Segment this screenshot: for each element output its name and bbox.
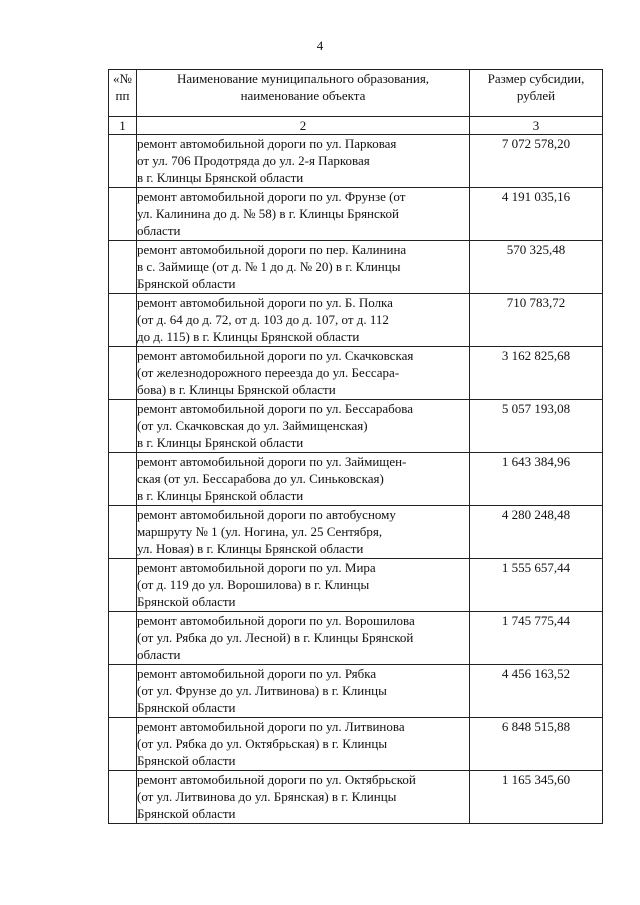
- table-row: [109, 665, 603, 718]
- subsidy-amount-cell: 5 057 193,08: [470, 400, 603, 453]
- header-name: [137, 70, 470, 117]
- object-name-cell: [137, 135, 470, 188]
- row-number-cell: [109, 241, 137, 294]
- object-name-line: Брянской области: [137, 700, 236, 715]
- subsidy-amount-cell: 7 072 578,20: [470, 135, 603, 188]
- table-row: [109, 135, 603, 188]
- object-name-line: в г. Клинцы Брянской области: [137, 170, 304, 185]
- object-name-cell: [137, 400, 470, 453]
- object-name-line: Брянской области: [137, 753, 236, 768]
- row-number-cell: [109, 612, 137, 665]
- table-row: [109, 506, 603, 559]
- table-row: [109, 241, 603, 294]
- object-name-line: (от д. 64 до д. 72, от д. 103 до д. 107, от д. 112: [137, 312, 389, 327]
- object-name-cell: [137, 294, 470, 347]
- table-row: [109, 347, 603, 400]
- header-name-line2: наименование объекта: [240, 88, 366, 103]
- object-name-line: области: [137, 223, 181, 238]
- row-number-cell: [109, 453, 137, 506]
- object-name-line: ремонт автомобильной дороги по ул. Б. Полка: [137, 295, 393, 310]
- subsidy-amount-cell: 1 555 657,44: [470, 559, 603, 612]
- table-body: [109, 135, 603, 824]
- object-name-line: ул. Новая) в г. Клинцы Брянской области: [137, 541, 364, 556]
- object-name-cell: [137, 188, 470, 241]
- object-name-line: маршруту № 1 (ул. Ногина, ул. 25 Сентября,: [137, 524, 383, 539]
- subsidy-amount-cell: 1 643 384,96: [470, 453, 603, 506]
- header-amount: [470, 70, 603, 117]
- object-name-cell: [137, 559, 470, 612]
- object-name-cell: [137, 612, 470, 665]
- object-name-line: от ул. 706 Продотряда до ул. 2-я Парковая: [137, 153, 370, 168]
- object-name-cell: [137, 241, 470, 294]
- object-name-line: ул. Калинина до д. № 58) в г. Клинцы Брянской: [137, 206, 399, 221]
- subsidy-table: [108, 69, 603, 824]
- object-name-line: Брянской области: [137, 806, 236, 821]
- object-name-line: ремонт автомобильной дороги по ул. Рябка: [137, 666, 377, 681]
- object-name-line: (от ул. Рябка до ул. Лесной) в г. Клинцы Брянской: [137, 630, 414, 645]
- subsidy-amount-cell: 710 783,72: [470, 294, 603, 347]
- row-number-cell: [109, 347, 137, 400]
- object-name-line: Брянской области: [137, 594, 236, 609]
- object-name-line: (от ул. Фрунзе до ул. Литвинова) в г. Клинцы: [137, 683, 387, 698]
- subsidy-amount-cell: 1 745 775,44: [470, 612, 603, 665]
- object-name-line: (от ул. Литвинова до ул. Брянская) в г. Клинцы: [137, 789, 397, 804]
- object-name-line: в г. Клинцы Брянской области: [137, 488, 304, 503]
- object-name-cell: [137, 665, 470, 718]
- table-row: [109, 559, 603, 612]
- object-name-line: ремонт автомобильной дороги по ул. Займищен-: [137, 454, 407, 469]
- object-name-line: ремонт автомобильной дороги по ул. Ворошилова: [137, 613, 415, 628]
- header-name-line1: Наименование муниципального образования,: [176, 71, 430, 86]
- table-row: [109, 718, 603, 771]
- object-name-line: ремонт автомобильной дороги по ул. Бессарабова: [137, 401, 414, 416]
- row-number-cell: [109, 718, 137, 771]
- object-name-line: ремонт автомобильной дороги по автобусному: [137, 507, 396, 522]
- row-number-cell: [109, 559, 137, 612]
- object-name-line: области: [137, 647, 181, 662]
- column-number-row: [109, 117, 603, 135]
- table-row: [109, 453, 603, 506]
- object-name-cell: [137, 347, 470, 400]
- object-name-line: ремонт автомобильной дороги по ул. Мира: [137, 560, 376, 575]
- object-name-line: (от ул. Скачковская до ул. Займищенская): [137, 418, 368, 433]
- column-number-1: 1: [109, 117, 137, 135]
- row-number-cell: [109, 188, 137, 241]
- object-name-line: в с. Займище (от д. № 1 до д. № 20) в г. Клинцы: [137, 259, 401, 274]
- header-number: [109, 70, 137, 117]
- object-name-cell: [137, 506, 470, 559]
- page-number: 4: [316, 38, 324, 53]
- subsidy-amount-cell: 1 165 345,60: [470, 771, 603, 824]
- row-number-cell: [109, 400, 137, 453]
- subsidy-amount-cell: 4 191 035,16: [470, 188, 603, 241]
- table-row: [109, 294, 603, 347]
- object-name-line: Брянской области: [137, 276, 236, 291]
- subsidy-amount-cell: 4 456 163,52: [470, 665, 603, 718]
- object-name-line: ремонт автомобильной дороги по ул. Литвинова: [137, 719, 405, 734]
- object-name-cell: [137, 453, 470, 506]
- object-name-line: ремонт автомобильной дороги по ул. Скачковская: [137, 348, 414, 363]
- object-name-line: (от ул. Рябка до ул. Октябрьская) в г. Клинцы: [137, 736, 388, 751]
- object-name-line: бова) в г. Клинцы Брянской области: [137, 382, 336, 397]
- row-number-cell: [109, 771, 137, 824]
- column-number-3: 3: [470, 117, 603, 135]
- row-number-cell: [109, 294, 137, 347]
- row-number-cell: [109, 665, 137, 718]
- object-name-line: ская (от ул. Бессарабова до ул. Синьковская): [137, 471, 384, 486]
- object-name-line: (от д. 119 до ул. Ворошилова) в г. Клинцы: [137, 577, 370, 592]
- object-name-line: ремонт автомобильной дороги по ул. Парковая: [137, 136, 397, 151]
- object-name-line: ремонт автомобильной дороги по пер. Калинина: [137, 242, 407, 257]
- subsidy-amount-cell: 570 325,48: [470, 241, 603, 294]
- table-row: [109, 400, 603, 453]
- object-name-cell: [137, 718, 470, 771]
- table-header-row: [109, 70, 603, 117]
- header-amount-line2: рублей: [516, 88, 556, 103]
- subsidy-amount-cell: 3 162 825,68: [470, 347, 603, 400]
- column-number-2: 2: [137, 117, 470, 135]
- header-number-line1: «№: [113, 71, 132, 86]
- row-number-cell: [109, 135, 137, 188]
- object-name-line: до д. 115) в г. Клинцы Брянской области: [137, 329, 360, 344]
- row-number-cell: [109, 506, 137, 559]
- table-row: [109, 188, 603, 241]
- header-number-line2: пп: [115, 88, 130, 103]
- table-row: [109, 612, 603, 665]
- object-name-line: в г. Клинцы Брянской области: [137, 435, 304, 450]
- subsidy-amount-cell: 6 848 515,88: [470, 718, 603, 771]
- object-name-line: (от железнодорожного переезда до ул. Бессара-: [137, 365, 400, 380]
- object-name-cell: [137, 771, 470, 824]
- table-row: [109, 771, 603, 824]
- object-name-line: ремонт автомобильной дороги по ул. Фрунзе (от: [137, 189, 406, 204]
- object-name-line: ремонт автомобильной дороги по ул. Октябрьской: [137, 772, 416, 787]
- header-amount-line1: Размер субсидии,: [487, 71, 585, 86]
- subsidy-amount-cell: 4 280 248,48: [470, 506, 603, 559]
